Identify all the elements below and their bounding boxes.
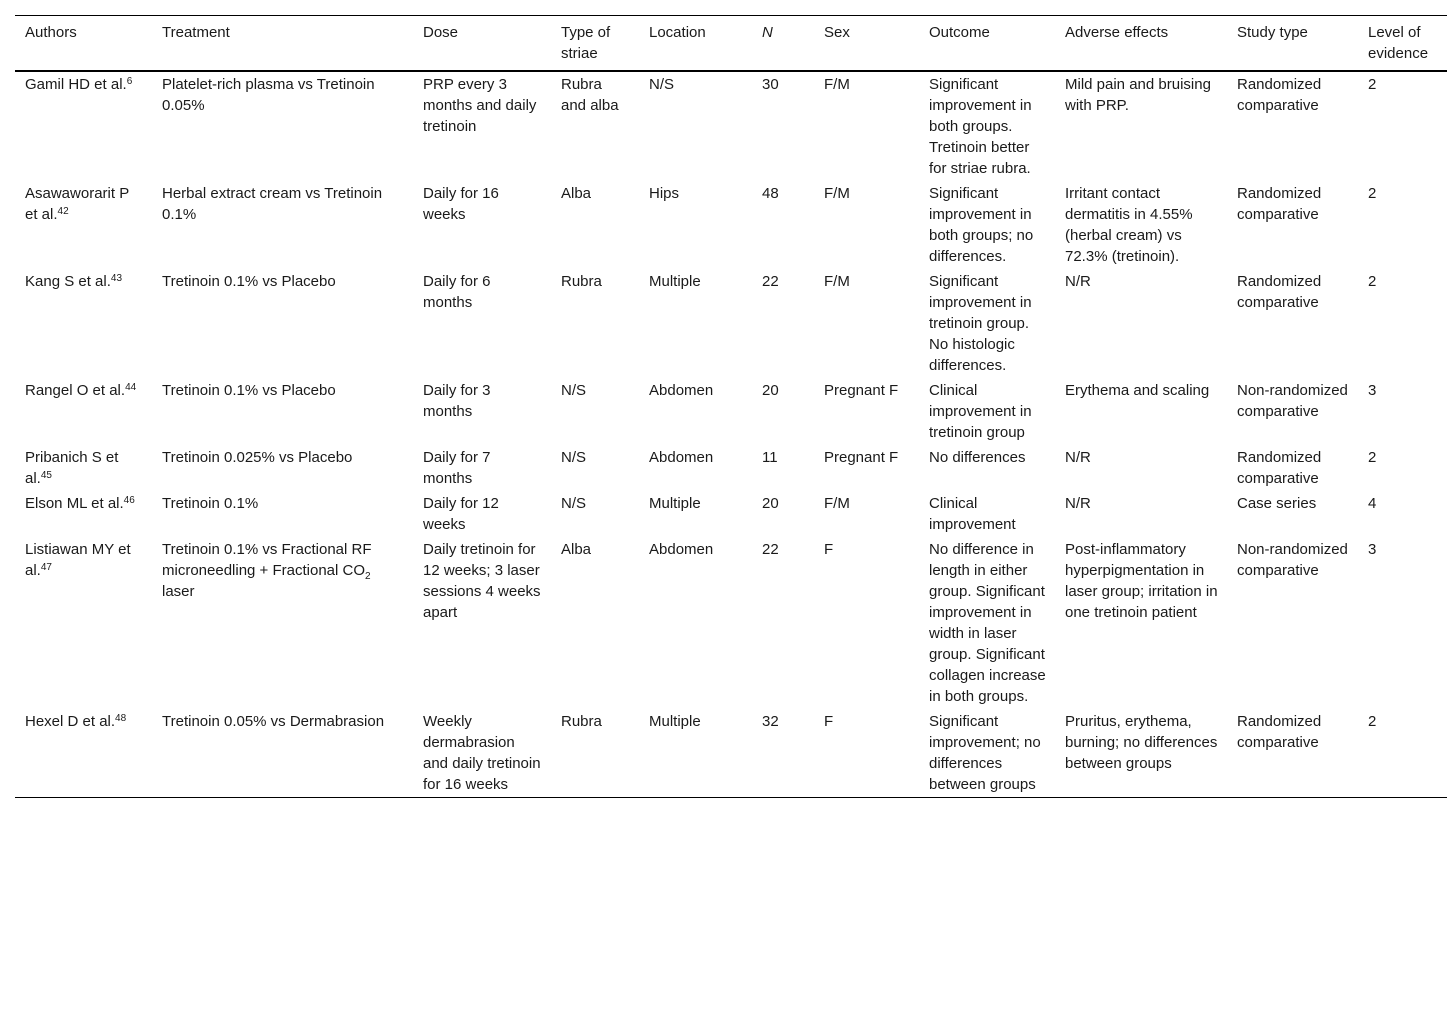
cell-dose: Weekly dermabrasion and daily tretinoin for 16 weeks — [423, 713, 541, 793]
cell-treatment: Tretinoin 0.1% — [162, 495, 259, 512]
cell-study-type: Randomized comparative — [1237, 273, 1322, 311]
table-row — [15, 71, 1447, 181]
cell-location: N/S — [649, 76, 675, 93]
header-treatment: Treatment — [162, 24, 230, 41]
cell-study-type: Randomized comparative — [1237, 76, 1322, 114]
cell-outcome: Significant improvement in both groups; no differences. — [929, 185, 1034, 265]
cell-n: 32 — [762, 713, 779, 730]
cell-location: Multiple — [649, 273, 701, 290]
header-striae-type: Type of striae — [561, 24, 611, 62]
cell-outcome: Clinical improvement — [929, 495, 1016, 533]
cell-location: Abdomen — [649, 382, 714, 399]
cell-adverse-effects: Irritant contact dermatitis in 4.55% (herbal cream) vs 72.3% (tretinoin). — [1065, 185, 1193, 265]
cell-treatment: Tretinoin 0.1% vs Placebo — [162, 273, 336, 290]
cell-adverse-effects: Erythema and scaling — [1065, 382, 1210, 399]
author-name: Gamil HD et al. — [25, 76, 127, 93]
cell-study-type: Randomized comparative — [1237, 449, 1322, 487]
header-n — [752, 16, 814, 72]
cell-outcome: Significant improvement in tretinoin group. No histologic differences. — [929, 273, 1032, 374]
cell-treatment — [152, 537, 413, 709]
cell-author — [15, 445, 152, 491]
cell-level: 2 — [1368, 185, 1377, 202]
cell-dose: Daily for 12 weeks — [423, 495, 499, 533]
reference-number: 48 — [115, 713, 127, 724]
cell-location: Abdomen — [649, 541, 714, 558]
cell-outcome: Significant improvement in both groups. Tretinoin better for striae rubra. — [929, 76, 1032, 177]
cell-level: 2 — [1368, 76, 1377, 93]
cell-study-type: Non-randomized comparative — [1237, 541, 1348, 579]
table-row — [15, 378, 1447, 445]
cell-adverse-effects: Pruritus, erythema, burning; no differences between groups — [1065, 713, 1218, 772]
cell-treatment: Tretinoin 0.1% vs Placebo — [162, 382, 336, 399]
treatment-text: Tretinoin 0.1% vs Fractional RF microneedling + Fractional CO — [162, 541, 372, 579]
cell-dose: Daily for 16 weeks — [423, 185, 499, 223]
table-row — [15, 709, 1447, 798]
cell-outcome: Clinical improvement in tretinoin group — [929, 382, 1032, 441]
cell-dose: Daily for 3 months — [423, 382, 491, 420]
cell-striae-type: N/S — [561, 382, 587, 399]
cell-study-type: Non-randomized comparative — [1237, 382, 1348, 420]
cell-adverse-effects: Post-inflammatory hyperpigmentation in laser group; irritation in one tretinoin patient — [1065, 541, 1218, 621]
author-name: Hexel D et al. — [25, 713, 116, 730]
cell-n: 22 — [762, 273, 779, 290]
cell-level: 3 — [1368, 382, 1377, 399]
cell-dose: PRP every 3 months and daily tretinoin — [423, 76, 537, 135]
header-location: Location — [649, 24, 706, 41]
cell-level: 2 — [1368, 713, 1377, 730]
reference-number: 6 — [126, 76, 133, 87]
author-name: Pribanich S et al. — [25, 449, 119, 487]
cell-dose: Daily tretinoin for 12 weeks; 3 laser sessions 4 weeks apart — [423, 541, 541, 621]
reference-number: 43 — [110, 273, 123, 284]
cell-study-type: Case series — [1237, 495, 1317, 512]
table-row — [15, 269, 1447, 378]
cell-author — [15, 378, 152, 445]
cell-study-type: Randomized comparative — [1237, 713, 1322, 751]
reference-number: 46 — [123, 495, 135, 506]
cell-sex: Pregnant F — [824, 449, 899, 466]
cell-sex: F/M — [824, 185, 850, 202]
cell-striae-type: Alba — [561, 541, 592, 558]
cell-striae-type: Alba — [561, 185, 592, 202]
cell-treatment: Platelet-rich plasma vs Tretinoin 0.05% — [162, 76, 375, 114]
cell-author — [15, 491, 152, 537]
cell-location: Multiple — [649, 713, 701, 730]
header-level-of-evidence: Level of evidence — [1368, 24, 1429, 62]
cell-level: 2 — [1368, 273, 1377, 290]
cell-location: Abdomen — [649, 449, 714, 466]
author-name: Kang S et al. — [25, 273, 111, 290]
cell-author — [15, 709, 152, 798]
cell-striae-type: N/S — [561, 449, 587, 466]
cell-outcome: No difference in length in either group. Significant improvement in width in laser group. Significant collagen increase in both groups. — [929, 541, 1046, 705]
author-name: Elson ML et al. — [25, 495, 124, 512]
cell-sex: F — [824, 541, 834, 558]
cell-n: 11 — [762, 449, 778, 466]
author-name: Listiawan MY et al. — [25, 541, 131, 579]
treatment-text-tail: laser — [162, 583, 195, 600]
author-name: Rangel O et al. — [25, 382, 126, 399]
cell-adverse-effects: N/R — [1065, 449, 1091, 466]
cell-treatment: Tretinoin 0.025% vs Placebo — [162, 449, 353, 466]
cell-striae-type: Rubra — [561, 713, 602, 730]
cell-sex: F — [824, 713, 834, 730]
cell-n: 20 — [762, 382, 779, 399]
cell-outcome: No differences — [929, 449, 1026, 466]
header-study-type: Study type — [1237, 24, 1308, 41]
studies-table — [15, 15, 1447, 798]
co2-subscript: 2 — [365, 571, 371, 582]
cell-author — [15, 71, 152, 181]
cell-author — [15, 537, 152, 709]
header-sex: Sex — [824, 24, 850, 41]
cell-sex: Pregnant F — [824, 382, 899, 399]
cell-n: 20 — [762, 495, 779, 512]
cell-sex: F/M — [824, 76, 850, 93]
table-row — [15, 491, 1447, 537]
cell-sex: F/M — [824, 495, 850, 512]
cell-dose: Daily for 6 months — [423, 273, 491, 311]
cell-n: 30 — [762, 76, 779, 93]
reference-number: 47 — [40, 562, 52, 573]
table-row — [15, 445, 1447, 491]
cell-adverse-effects: N/R — [1065, 495, 1091, 512]
author-name: Asawaworarit P et al. — [25, 185, 129, 223]
cell-sex: F/M — [824, 273, 850, 290]
header-outcome: Outcome — [929, 24, 990, 41]
cell-location: Hips — [649, 185, 680, 202]
header-adverse-effects: Adverse effects — [1065, 24, 1169, 41]
header-authors: Authors — [25, 24, 77, 41]
cell-author — [15, 181, 152, 269]
cell-n: 22 — [762, 541, 779, 558]
cell-level: 4 — [1368, 495, 1377, 512]
cell-study-type: Randomized comparative — [1237, 185, 1322, 223]
header-row — [15, 16, 1447, 72]
cell-location: Multiple — [649, 495, 701, 512]
cell-striae-type: Rubra — [561, 273, 602, 290]
cell-adverse-effects: Mild pain and bruising with PRP. — [1065, 76, 1211, 114]
cell-dose: Daily for 7 months — [423, 449, 491, 487]
header-dose: Dose — [423, 24, 459, 41]
reference-number: 44 — [125, 382, 137, 393]
cell-n: 48 — [762, 185, 779, 202]
header-n-label: N — [762, 24, 773, 41]
cell-treatment: Herbal extract cream vs Tretinoin 0.1% — [162, 185, 383, 223]
cell-outcome: Significant improvement; no differences between groups — [929, 713, 1041, 793]
cell-striae-type: Rubra and alba — [561, 76, 619, 114]
table-row — [15, 181, 1447, 269]
table-row — [15, 537, 1447, 709]
cell-level: 3 — [1368, 541, 1377, 558]
reference-number: 42 — [57, 206, 69, 217]
reference-number: 45 — [40, 470, 52, 481]
cell-author — [15, 269, 152, 378]
cell-level: 2 — [1368, 449, 1377, 466]
cell-treatment: Tretinoin 0.05% vs Dermabrasion — [162, 713, 385, 730]
cell-striae-type: N/S — [561, 495, 587, 512]
cell-adverse-effects: N/R — [1065, 273, 1091, 290]
